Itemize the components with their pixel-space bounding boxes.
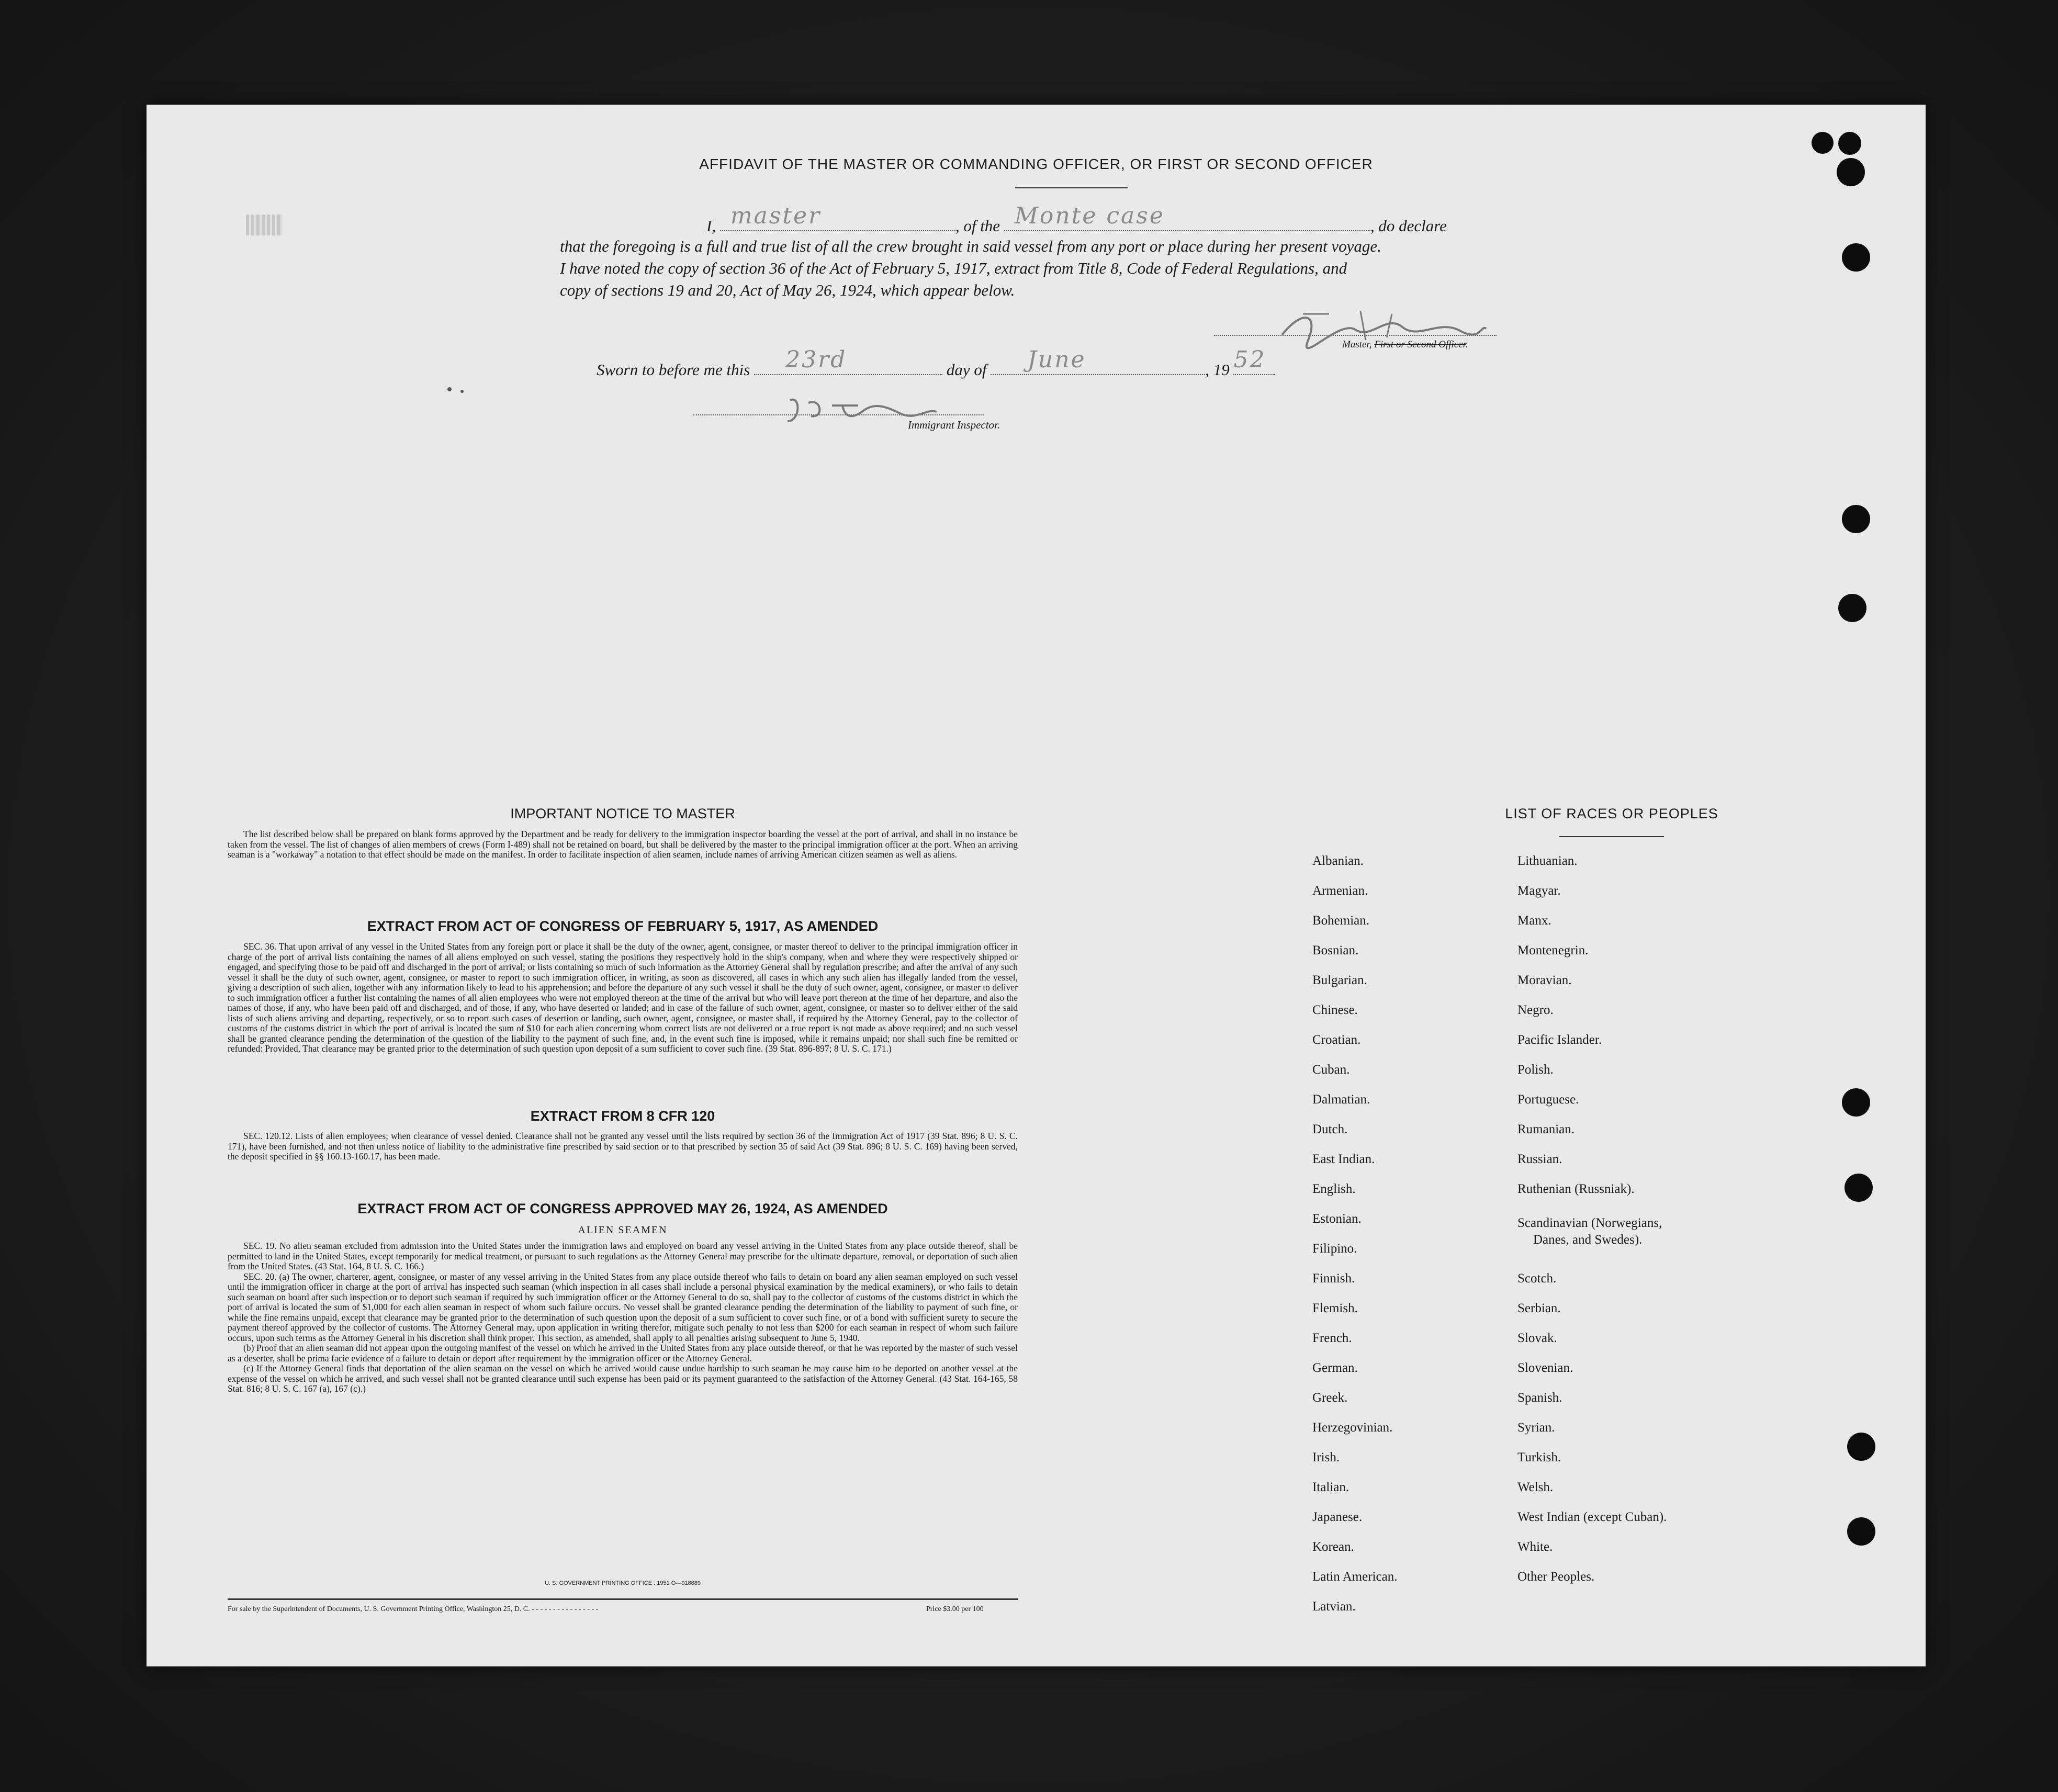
punch-hole	[1838, 594, 1866, 622]
race-item: White.	[1517, 1540, 1553, 1554]
declarant-prefix: I,	[706, 217, 716, 235]
sec-120-12-paragraph: SEC. 120.12. Lists of alien employees; when clearance of vessel denied. Clearance shall not be granted any vessel until the lists required by section 36 of the Immigration Act of 1917 (39 Stat. 896; 8 U. S. C. 171), have been furnished, and not then unless notice of liability to the administrative fine prescribed by said section or to that prescribed by section 35 of said Act (39 Stat. 896; 8 U. S. C. 169) having been served, the deposit specified in §§ 160.13-160.17, has been made.	[228, 1131, 1018, 1162]
race-item: Greek.	[1312, 1391, 1348, 1405]
extract-cfr-title: EXTRACT FROM 8 CFR 120	[530, 1108, 715, 1124]
extract-1917-title: EXTRACT FROM ACT OF CONGRESS OF FEBRUARY 5, 1917, AS AMENDED	[367, 918, 879, 934]
race-item: Dalmatian.	[1312, 1092, 1370, 1107]
race-item: Bohemian.	[1312, 914, 1370, 928]
faint-stamp-mark	[246, 215, 283, 235]
race-item: Finnish.	[1312, 1271, 1355, 1286]
race-item: Slovenian.	[1517, 1361, 1573, 1375]
notice-paragraph: The list described below shall be prepared on blank forms approved by the Department and be ready for delivery to the immigration inspector boarding the vessel at the port of arrival, and shall in no instance be taken from the vessel. The list of changes of alien members of crews (Form I-489) shall not be retained on board, but shall be delivered by the master to the principal immigration officer at the port. When an arriving seaman is a "workaway" a notation to that effect should be made on the manifest. In order to facilitate inspection of alien seamen, include names of arriving American citizen seamen as well as aliens.	[228, 829, 1018, 860]
race-item: Cuban.	[1312, 1063, 1350, 1077]
speck	[460, 390, 464, 393]
sworn-day-field	[754, 346, 942, 375]
race-item: Rumanian.	[1517, 1122, 1575, 1136]
race-item: Bulgarian.	[1312, 973, 1367, 987]
race-item: Scotch.	[1517, 1271, 1557, 1286]
alien-seamen-subtitle: ALIEN SEAMEN	[578, 1224, 668, 1236]
race-item: Ruthenian (Russniak).	[1517, 1182, 1635, 1196]
race-item: Serbian.	[1517, 1301, 1561, 1315]
race-item: Dutch.	[1312, 1122, 1348, 1136]
declaration-line-1	[560, 202, 1481, 235]
title-divider	[1015, 187, 1128, 188]
vessel-name-field	[1004, 202, 1370, 231]
punch-hole	[1842, 505, 1870, 533]
declare-suffix: , do declare	[1370, 217, 1447, 235]
race-item: Manx.	[1517, 914, 1551, 928]
race-item: Turkish.	[1517, 1450, 1561, 1464]
sec-20a-paragraph: SEC. 20. (a) The owner, charterer, agent, consignee, or master of any vessel arriving in the United States from any place outside thereof who fails to detain on board any alien seaman employed on such vessel until the immigration officer in charge at the port of arrival has inspected such seaman (which inspection in all cases shall include a personal physical examination by the medical examiners), or who fails to detain such seaman on board after such inspection or to deport such seaman if required by such immigration officer or the Attorney General to do so, shall pay to the collector of customs of the customs district in which the port of arrival is located the sum of $1,000 for each alien seaman in respect of whom such failure occurs. No vessel shall be granted clearance pending the determination of the liability to payment of such fine, or while the fine remains unpaid, except that clearance may be granted prior to the determination of such question upon the deposit of a sum sufficient to cover such fine, or of a bond with sufficient surety to secure the payment thereof approved by the collector of customs. The Attorney General may, upon application in writing therefor, mitigate such penalty to not less than $200 for each seaman in respect of whom such failure occurs, upon such terms as the Attorney General in his discretion shall think proper. This section, as amended, shall apply to all penalties arising subsequent to June 5, 1940.	[228, 1271, 1018, 1343]
race-item: Other Peoples.	[1517, 1570, 1595, 1584]
day-of-label: day of	[946, 360, 987, 379]
sworn-month-field	[991, 346, 1205, 375]
master-caption-master: Master,	[1342, 339, 1372, 350]
inspector-caption: Immigrant Inspector.	[908, 419, 1000, 431]
notice-text	[228, 829, 1018, 860]
punch-hole	[1842, 1088, 1870, 1117]
handwritten-vessel: Monte case	[1014, 202, 1165, 229]
race-item: Croatian.	[1312, 1033, 1361, 1047]
speck	[447, 387, 452, 391]
punch-hole	[1845, 1174, 1873, 1202]
race-item: French.	[1312, 1331, 1352, 1345]
declaration-line-3: I have noted the copy of section 36 of the Act of February 5, 1917, extract from Title 8, Code of Federal Regulations, and	[560, 259, 1347, 277]
master-caption	[1342, 339, 1468, 351]
extract-1924-title: EXTRACT FROM ACT OF CONGRESS APPROVED MAY 26, 1924, AS AMENDED	[357, 1201, 888, 1216]
sec-20b-paragraph: (b) Proof that an alien seaman did not appear upon the outgoing manifest of the vessel on which he arrived in the United States from any place outside thereof, or that he was reported by the master of such vessel as a deserter, shall be prima facie evidence of a failure to detain or deport after requirement by the immigration officer or the Attorney General.	[228, 1343, 1018, 1363]
sworn-year-field	[1233, 346, 1275, 375]
race-item: Montenegrin.	[1517, 943, 1589, 957]
price-note: Price $3.00 per 100	[926, 1605, 984, 1613]
race-item: Negro.	[1517, 1003, 1554, 1017]
handwritten-declarant: master	[730, 202, 822, 229]
notice-title: IMPORTANT NOTICE TO MASTER	[510, 806, 735, 821]
race-item: Flemish.	[1312, 1301, 1358, 1315]
race-item: Russian.	[1517, 1152, 1562, 1166]
race-item: Magyar.	[1517, 884, 1561, 898]
punch-hole	[1838, 132, 1861, 155]
punch-hole	[1812, 132, 1834, 154]
race-item: Danes, and Swedes).	[1533, 1233, 1643, 1247]
sec-19-paragraph: SEC. 19. No alien seaman excluded from admission into the United States under the immigration laws and employed on board any vessel arriving in the United States from any place outside thereof, shall be permitted to land in the United States, except temporarily for medical treatment, or pursuant to such regulations as the Attorney General may prescribe for the ultimate departure, removal, or deportation of such alien from the United States. (43 Stat. 164, 8 U. S. C. 166.)	[228, 1241, 1018, 1271]
race-item: Filipino.	[1312, 1242, 1357, 1256]
race-item: Moravian.	[1517, 973, 1572, 987]
race-item: Latin American.	[1312, 1570, 1398, 1584]
race-item: Portuguese.	[1517, 1092, 1579, 1107]
race-item: Welsh.	[1517, 1480, 1554, 1494]
handwritten-month: June	[1027, 346, 1086, 373]
race-item: West Indian (except Cuban).	[1517, 1510, 1667, 1524]
handwritten-year: 52	[1233, 346, 1266, 373]
year-prefix: , 19	[1205, 360, 1230, 379]
race-item: English.	[1312, 1182, 1356, 1196]
race-item: Japanese.	[1312, 1510, 1363, 1524]
race-item: Irish.	[1312, 1450, 1340, 1464]
races-title: LIST OF RACES OR PEOPLES	[1505, 806, 1718, 821]
race-item: Estonian.	[1312, 1212, 1362, 1226]
sec-36-paragraph: SEC. 36. That upon arrival of any vessel in the United States from any foreign port or place it shall be the duty of the owner, agent, consignee, or master thereof to deliver to the principal immigration officer in charge of the port of arrival lists containing the names of all aliens employed on such vessel, stating the positions they respectively hold in the ship's company, when and where they were respectively shipped or engaged, and specifying those to be paid off and discharged in the port of arrival; or lists containing so much of such information as the Attorney General shall by regulation prescribe; and after the arrival of any such vessel it shall be the duty of such owner, agent, consignee, or master to report to such immigration officer, in writing, as soon as discovered, all cases in which any such alien has illegally landed from the vessel, giving a description of such alien, together with any information likely to lead to his apprehension; and before the departure of any such vessel it shall be the duty of such owner, agent, consignee, or master to deliver to such immigration officer a further list containing the names of all alien employees who were not employed thereon at the time of the arrival but who will leave port thereon at the time of her departure, and also the names of those, if any, who have been paid off and discharged, and of those, if any, who have deserted or landed; and in case of the failure of such owner, agent, consignee, or master so to deliver either of the said lists of such aliens arriving and departing, respectively, or so to report such cases of desertion or landing, such owner, agent, consignee, or master shall, if required by the Attorney General, pay to the collector of customs of the customs district in which the port of arrival is located the sum of $10 for each alien concerning whom correct lists are not delivered or a true report is not made as above required; and no such vessel shall be granted clearance pending the determination of the question of the liability to the payment of such fine, and, in the event such fine is imposed, while it remains unpaid; nor shall such fine be remitted or refunded: Provided, That clearance may be granted prior to the determination of such question upon deposit of a sum sufficient to cover such fine. (39 Stat. 896-897; 8 U. S. C. 171.)	[228, 941, 1018, 1054]
master-caption-officer: First or Second Officer	[1374, 339, 1466, 350]
declarant-name-field	[720, 202, 955, 231]
race-item: Scandinavian (Norwegians,	[1517, 1216, 1662, 1230]
race-item: Latvian.	[1312, 1599, 1356, 1614]
race-item: Armenian.	[1312, 884, 1368, 898]
sec-20c-paragraph: (c) If the Attorney General finds that deportation of the alien seaman on the vessel on which he arrived would cause undue hardship to such seaman he may cause him to be deported on another vessel at the expense of the vessel on which he arrived, and such vessel shall not be granted clearance until such expense has been paid or its payment guaranteed to the satisfaction of the Attorney General. (43 Stat. 164-165, 58 Stat. 816; 8 U. S. C. 167 (a), 167 (c).)	[228, 1363, 1018, 1394]
race-item: Spanish.	[1517, 1391, 1562, 1405]
race-item: Bosnian.	[1312, 943, 1359, 957]
races-divider	[1559, 836, 1664, 837]
race-item: Lithuanian.	[1517, 854, 1578, 868]
race-item: East Indian.	[1312, 1152, 1375, 1166]
punch-hole	[1847, 1433, 1875, 1461]
affidavit-title: AFFIDAVIT OF THE MASTER OR COMMANDING OFFICER, OR FIRST OR SECOND OFFICER	[699, 156, 1373, 172]
race-item: Syrian.	[1517, 1421, 1555, 1435]
sworn-text: Sworn to before me this	[597, 360, 750, 379]
race-item: Pacific Islander.	[1517, 1033, 1602, 1047]
vessel-prefix: , of the	[955, 217, 1000, 235]
punch-hole	[1842, 243, 1870, 272]
footer-rule	[228, 1598, 1018, 1600]
declaration-line-2: that the foregoing is a full and true list of all the crew brought in said vessel from any port or place during her present voyage.	[560, 237, 1381, 255]
race-item: Italian.	[1312, 1480, 1349, 1494]
extract-1924-text	[228, 1241, 1018, 1394]
handwritten-day: 23rd	[785, 346, 847, 373]
extract-cfr-text	[228, 1131, 1018, 1162]
gpo-imprint: U. S. GOVERNMENT PRINTING OFFICE : 1951 O—918889	[544, 1580, 701, 1586]
race-item: Korean.	[1312, 1540, 1354, 1554]
race-item: Chinese.	[1312, 1003, 1358, 1017]
declaration-line-4: copy of sections 19 and 20, Act of May 26, 1924, which appear below.	[560, 281, 1015, 299]
race-item: Polish.	[1517, 1063, 1554, 1077]
punch-hole	[1847, 1517, 1875, 1546]
race-item: Albanian.	[1312, 854, 1364, 868]
race-item: Slovak.	[1517, 1331, 1557, 1345]
master-caption-period: .	[1465, 339, 1468, 350]
extract-1917-text	[228, 942, 1018, 1054]
document-page	[147, 105, 1926, 1666]
race-item: Herzegovinian.	[1312, 1421, 1393, 1435]
sale-note: For sale by the Superintendent of Documents, U. S. Government Printing Office, Washington 25, D. C. - - - - - - - - - - - - - - - -	[228, 1605, 599, 1613]
race-item: German.	[1312, 1361, 1358, 1375]
sworn-line	[597, 346, 1517, 379]
